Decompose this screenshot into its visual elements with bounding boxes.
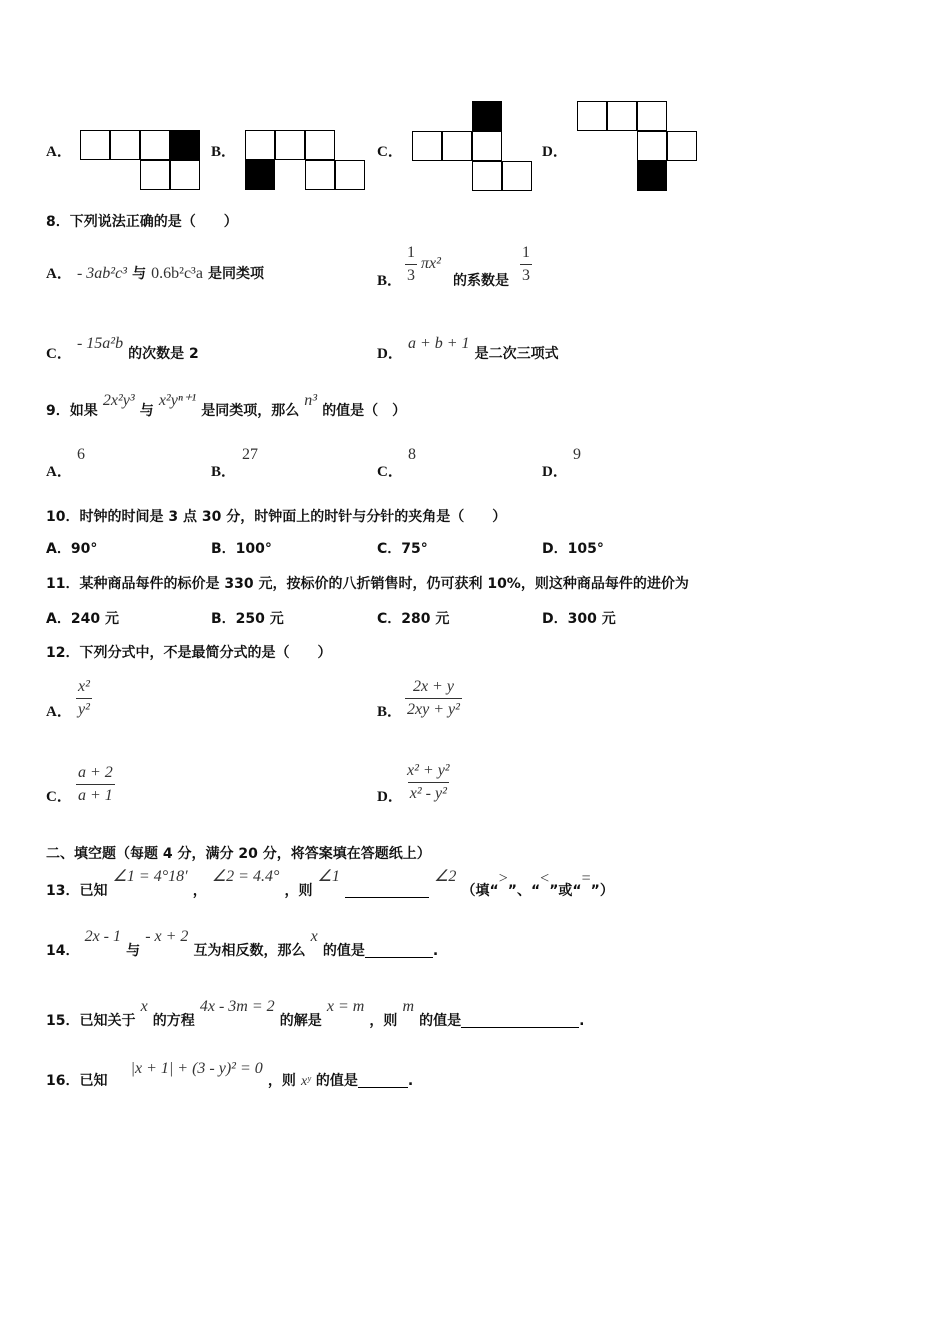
square	[607, 101, 637, 131]
square	[140, 130, 170, 160]
q8-a-expr2: 0.6b²c³a	[151, 265, 203, 282]
q12-c-den: a + 1	[76, 784, 115, 805]
q10-option-b-value: 100°	[235, 541, 272, 557]
q16-stem	[46, 1058, 414, 1089]
q12-b-den: 2xy + y²	[405, 698, 462, 719]
q7-option-b-label: B．	[211, 144, 237, 160]
q13-answer-blank[interactable]	[345, 883, 429, 898]
q8-b-fraction2	[520, 244, 532, 285]
q15-mid2: 的解是	[279, 1013, 322, 1029]
q12-c-num: a + 2	[78, 764, 113, 781]
square	[502, 161, 532, 191]
q8-option-c	[46, 332, 199, 362]
q9-mid2: 是同类项，那么	[201, 403, 300, 419]
q12-option-a-fraction	[76, 678, 92, 719]
q12-option-c-label: C．	[46, 789, 72, 805]
q11-option-c-label: C．	[377, 611, 402, 627]
q12-title: 12．下列分式中，不是最简分式的是（ ）	[46, 645, 332, 661]
square	[305, 160, 335, 190]
square	[412, 131, 442, 161]
q12-option-b-label: B．	[377, 704, 403, 720]
q8-title: 8．下列说法正确的是（ ）	[46, 214, 238, 230]
q8-option-a-label: A．	[46, 266, 72, 282]
square	[110, 130, 140, 160]
q7-option-b-figure	[245, 130, 369, 192]
q8-option-d	[377, 332, 559, 362]
q9-option-b-value: 27	[242, 446, 258, 463]
q8-b-mid: 的系数是	[453, 273, 509, 289]
q14-answer-blank[interactable]	[365, 943, 433, 958]
q9-option-d-label: D．	[542, 464, 568, 480]
q12-d-den: x² - y²	[408, 782, 449, 803]
q14-mid: 与	[126, 943, 141, 959]
q11-option-c-value: 280 元	[401, 611, 450, 627]
q15-expr2: 4x - 3m = 2	[199, 998, 275, 1015]
q7-option-c-figure	[412, 101, 536, 193]
q8-d-expr: a + b + 1	[407, 335, 470, 352]
q8-b-fraction	[405, 244, 417, 285]
q8-b-num2: 1	[522, 244, 530, 261]
shaded-square	[472, 101, 502, 131]
q14-stem	[46, 926, 439, 959]
q12-option-c-fraction	[76, 764, 115, 805]
q15-end: .	[579, 1013, 585, 1029]
shaded-square	[637, 161, 667, 191]
q16-expr1: |x + 1| + (3 - y)² = 0	[130, 1060, 263, 1077]
q13-tail1: （填“	[461, 883, 499, 899]
q8-a-tail: 是同类项	[208, 266, 265, 282]
q8-option-c-label: C．	[46, 346, 72, 362]
q9-option-d-value: 9	[573, 446, 581, 463]
q12-option-d-label: D．	[377, 789, 403, 805]
q8-d-tail: 是二次三项式	[474, 346, 559, 362]
q12-d-num: x² + y²	[407, 762, 450, 779]
q13-comma: ，	[192, 883, 207, 899]
q15-expr4: m	[402, 998, 415, 1015]
q15-mid: 的方程	[152, 1013, 195, 1029]
q13-expr1: ∠1 = 4°18′	[112, 868, 188, 885]
q9-option-c-label: C．	[377, 464, 403, 480]
q10-option-d-value: 105°	[567, 541, 604, 557]
q9-option-c-value: 8	[408, 446, 416, 463]
q9-option-a-label: A．	[46, 464, 72, 480]
q14-expr1: 2x - 1	[84, 928, 122, 945]
q15-tail: 的值是	[419, 1013, 462, 1029]
q15-stem	[46, 996, 585, 1029]
q8-option-a	[46, 262, 264, 283]
q12-option-b-fraction	[405, 678, 462, 719]
q12-option-d-fraction	[405, 762, 452, 803]
q7-option-a-label: A．	[46, 144, 72, 160]
q16-mid: ，则	[267, 1073, 296, 1089]
q8-b-num: 1	[407, 244, 415, 261]
q9-mid: 与	[139, 403, 154, 419]
q11-option-d-value: 300 元	[567, 611, 616, 627]
q15-expr3: x = m	[326, 998, 365, 1015]
q13-expr4: ∠2	[434, 868, 457, 885]
q10-option-c-label: C．	[377, 541, 402, 557]
q16-pre: 16．已知	[46, 1073, 108, 1089]
q11-option-b-value: 250 元	[235, 611, 284, 627]
square	[335, 160, 365, 190]
square	[667, 131, 697, 161]
q9-option-a-value: 6	[77, 446, 85, 463]
shaded-square	[245, 160, 275, 190]
square	[140, 160, 170, 190]
q12-a-num: x²	[78, 678, 90, 695]
shaded-square	[170, 130, 200, 160]
q15-answer-blank[interactable]	[461, 1013, 579, 1028]
square	[637, 131, 667, 161]
q13-pre: 13．已知	[46, 883, 108, 899]
q11-option-a-label: A．	[46, 611, 71, 627]
q14-mid2: 互为相反数，那么	[193, 943, 306, 959]
q8-c-tail: 的次数是 2	[128, 346, 199, 362]
q10-option-d-label: D．	[542, 541, 568, 557]
q8-option-b-label: B．	[377, 273, 403, 289]
q13-eq: =	[581, 870, 591, 887]
q12-a-den: y²	[76, 698, 92, 719]
q12-b-num: 2x + y	[412, 678, 454, 695]
q10-title: 10．时钟的时间是 3 点 30 分，时钟面上的时针与分针的夹角是（ ）	[46, 509, 507, 525]
square	[305, 130, 335, 160]
square	[80, 130, 110, 160]
q13-tail3: ”或“	[549, 883, 582, 899]
q10-option-a-value: 90°	[70, 541, 98, 557]
q8-b-den2: 3	[520, 264, 532, 285]
square	[275, 130, 305, 160]
q7-option-c-label: C．	[377, 144, 403, 160]
q13-tail4: ”）	[590, 883, 614, 899]
section2-title: 二、填空题（每题 4 分，满分 20 分，将答案填在答题纸上）	[46, 846, 431, 862]
q9-option-b-label: B．	[211, 464, 237, 480]
q14-tail: 的值是	[322, 943, 365, 959]
q16-end: .	[407, 1073, 414, 1089]
q14-expr2: - x + 2	[145, 928, 189, 945]
q14-pre: 14．	[46, 943, 80, 959]
square	[637, 101, 667, 131]
q8-option-d-label: D．	[377, 346, 403, 362]
q11-option-d-label: D．	[542, 611, 568, 627]
q10-option-b-label: B．	[211, 541, 236, 557]
q15-expr1: x	[140, 998, 148, 1015]
q11-option-a-value: 240 元	[70, 611, 119, 627]
q9-expr2: x²yⁿ⁺¹	[158, 392, 197, 409]
q8-c-expr: - 15a²b	[76, 335, 124, 352]
q13-expr3: ∠1	[317, 868, 340, 885]
q9-expr1: 2x²y³	[102, 392, 135, 409]
q7-option-d-label: D．	[542, 144, 568, 160]
q11-title: 11．某种商品每件的标价是 330 元，按标价的八折销售时，仍可获利 10%，则这种商品每件的进价为	[46, 576, 689, 592]
q9-stem	[46, 390, 407, 419]
q13-tail2: ”、“	[507, 883, 541, 899]
q12-option-a-label: A．	[46, 704, 72, 720]
q16-tail: 的值是	[315, 1073, 358, 1089]
q8-a-expr1: - 3ab²c³	[76, 265, 127, 282]
q16-expr2: xʸ	[300, 1074, 311, 1089]
q13-expr2: ∠2 = 4.4°	[211, 868, 280, 885]
q13-stem	[46, 866, 614, 899]
square	[170, 160, 200, 190]
square	[472, 131, 502, 161]
q11-option-b-label: B．	[211, 611, 236, 627]
q9-expr3: n³	[304, 392, 318, 409]
q7-option-d-figure	[577, 101, 701, 193]
q10-option-a-label: A．	[46, 541, 71, 557]
q13-lt: <	[540, 870, 550, 887]
q16-answer-blank[interactable]	[358, 1073, 408, 1088]
square	[472, 161, 502, 191]
q14-expr3: x	[310, 928, 318, 945]
q9-pre: 9．如果	[46, 403, 98, 419]
square	[442, 131, 472, 161]
q9-tail: 的值是（ ）	[322, 403, 407, 419]
square	[245, 130, 275, 160]
q8-a-mid: 与	[132, 266, 147, 282]
q13-gt: >	[498, 870, 508, 887]
square	[577, 101, 607, 131]
q8-b-expr: πx²	[421, 255, 441, 272]
q13-mid: ，则	[284, 883, 313, 899]
q14-end: .	[432, 943, 439, 959]
q15-pre: 15．已知关于	[46, 1013, 136, 1029]
q7-option-a-figure	[80, 130, 204, 192]
q8-b-den: 3	[405, 264, 417, 285]
q15-mid3: ，则	[369, 1013, 398, 1029]
q10-option-c-value: 75°	[401, 541, 428, 557]
